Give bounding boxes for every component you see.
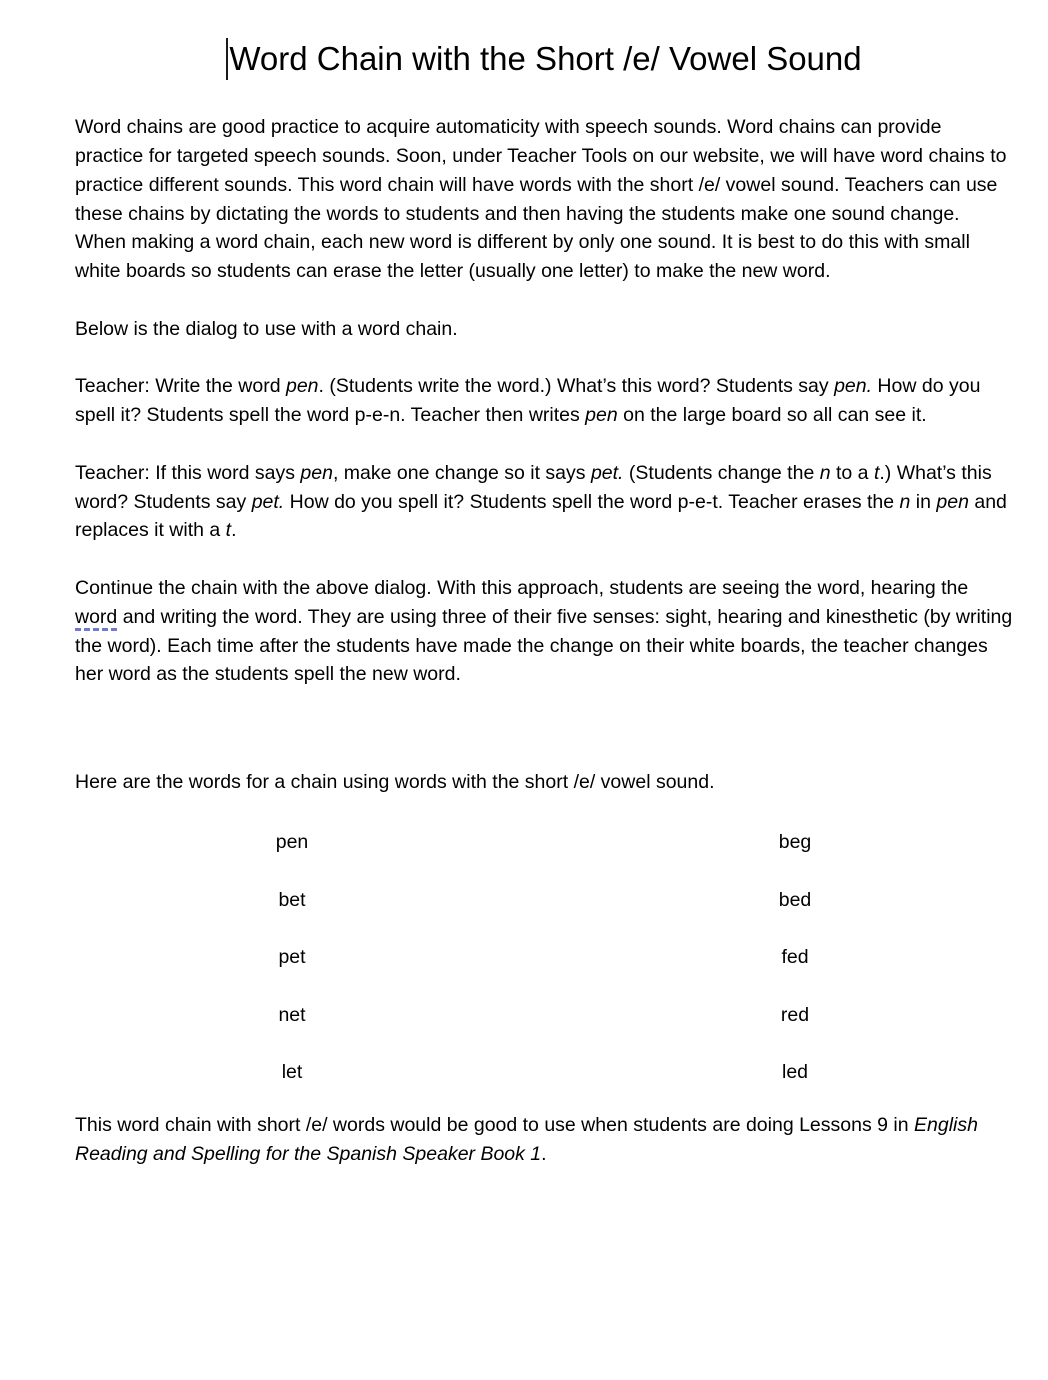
text-run: and writing the word. They are using three of their five senses: sight, hearing and kinesthetic (by writing the word). Each time after the students have made the change on their white boards, the teacher changes her word as the students spell the new word. (75, 605, 1013, 686)
paragraph-dialog-intro[interactable]: Below is the dialog to use with a word chain. (75, 317, 458, 340)
text-run-italic: n (899, 490, 911, 513)
text-cursor (226, 38, 228, 80)
text-run: . (Students write the word.) What’s this word? Students say (318, 375, 835, 398)
text-run: Teacher: Write the word (75, 375, 286, 398)
text-run: and replaces it with a (75, 490, 1007, 542)
text-run-italic: pet. (251, 490, 285, 513)
column-gap (509, 886, 578, 915)
text-run-italic: pen. (834, 375, 873, 398)
document-content (0, 38, 1048, 1169)
text-run: (Students change the (623, 461, 820, 484)
text-run-italic: t (873, 461, 880, 484)
word-chain-word[interactable]: net (278, 1003, 306, 1026)
text-run: on the large board so all can see it. (617, 404, 927, 427)
document-title-text: Word Chain with the Short /e/ Vowel Sound (229, 40, 862, 77)
word-chain-word[interactable]: red (780, 1003, 810, 1026)
paragraph-closing[interactable] (75, 1111, 1013, 1169)
word-chain-row (75, 943, 1013, 972)
word-chain-word[interactable]: bed (778, 888, 812, 911)
text-run: Teacher: If this word says (75, 461, 301, 484)
text-run: , make one change so it says (332, 461, 591, 484)
paragraph-continue[interactable] (75, 574, 1013, 689)
word-chain-list (75, 828, 1013, 1087)
text-run: This word chain with short /e/ words would be good to use when students are doing Lessons 9 in (75, 1114, 914, 1137)
text-run-italic: n (819, 461, 831, 484)
word-chain-row (75, 828, 1013, 857)
word-chain-word[interactable]: led (781, 1061, 809, 1084)
column-gap (509, 1001, 578, 1030)
paragraph-intro[interactable]: Word chains are good practice to acquire automaticity with speech sounds. Word chains can provide practice for targeted speech sounds. Soon, under Teacher Tools on our website, we will have word chains to practice different sounds. This word chain will have words with the short /e/ vowel sound. Teachers can use these chains by dictating the words to students and then having the students make one sound change. When making a word chain, each new word is different by only one sound. It is best to do this with small white boards so students can erase the letter (usually one letter) to make the new word. (75, 116, 1007, 283)
word-chain-row (75, 886, 1013, 915)
word-chain-row (75, 1001, 1013, 1030)
column-gap (509, 828, 578, 857)
text-run-italic: pen (585, 404, 618, 427)
text-run: .) What’s this word? Students say (75, 461, 992, 513)
column-gap (509, 943, 578, 972)
text-run-italic: pen (936, 490, 969, 513)
text-run: Continue the chain with the above dialog. With this approach, students are seeing the word, hearing the (75, 577, 969, 600)
text-run-italic: pen (285, 375, 319, 398)
word-chain-word[interactable]: pet (278, 946, 306, 969)
word-chain-word[interactable]: fed (781, 946, 809, 969)
text-run-grammar-underline[interactable]: word (75, 605, 118, 628)
word-chain-word[interactable]: pen (275, 831, 309, 854)
word-chain-row (75, 1058, 1013, 1087)
text-run: How do you spell it? Students spell the word p-e-n. Teacher then writes (75, 375, 981, 427)
column-gap (509, 1058, 578, 1087)
text-run: to a (830, 461, 874, 484)
text-run: . (231, 519, 237, 542)
paragraph-teacher-dialog-2[interactable] (75, 459, 1013, 545)
text-run: How do you spell it? Students spell the word p-e-t. Teacher erases the (284, 490, 900, 513)
word-chain-word[interactable]: let (281, 1061, 303, 1084)
text-run: . (541, 1142, 547, 1165)
word-chain-word[interactable]: beg (778, 831, 812, 854)
document-title[interactable] (75, 38, 1013, 82)
paragraph-list-lead-in[interactable]: Here are the words for a chain using words with the short /e/ vowel sound. (75, 771, 715, 794)
document-page[interactable] (0, 38, 1048, 1380)
text-run-italic: pen (300, 461, 333, 484)
text-run-italic: t (225, 519, 232, 542)
text-run: in (910, 490, 937, 513)
word-chain-word[interactable]: bet (278, 888, 306, 911)
text-run-italic-book-title: English Reading and Spelling for the Spanish Speaker Book 1 (75, 1114, 978, 1165)
paragraph-teacher-dialog-1[interactable] (75, 372, 1013, 430)
text-run-italic: pet. (590, 461, 624, 484)
